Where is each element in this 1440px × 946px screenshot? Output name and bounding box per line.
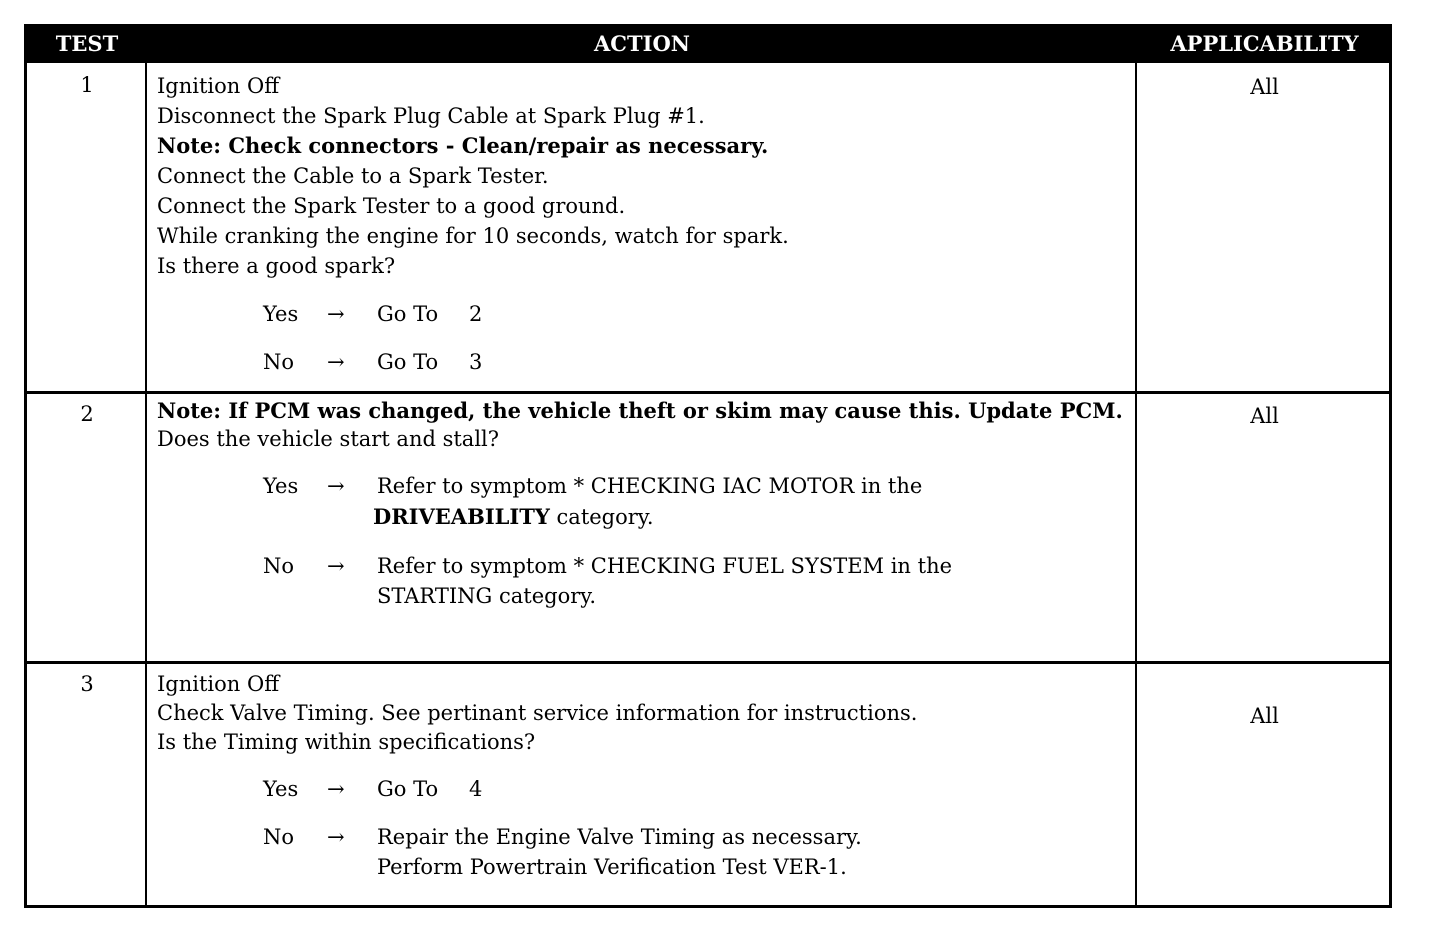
no-option [157, 347, 1132, 377]
step-text: Check Valve Timing. See pertinant service information for instructions. [157, 701, 918, 725]
step-text: Connect the Spark Tester to a good ground. [157, 194, 626, 218]
no-label: No [263, 350, 295, 374]
goto-target: 3 [469, 350, 483, 374]
no-action-text-cont: Perform Powertrain Verification Test VER-1. [377, 855, 847, 879]
header-action: ACTION [594, 31, 690, 56]
action-cell [157, 670, 1132, 883]
table-row [27, 65, 1389, 391]
no-action-text: Refer to symptom * CHECKING FUEL SYSTEM in the [377, 554, 953, 578]
arrow-right-icon: → [327, 302, 345, 326]
step-text: Ignition Off [157, 672, 280, 696]
arrow-right-icon: → [327, 350, 345, 374]
header-test: TEST [55, 31, 119, 56]
diagnostic-table [24, 24, 1392, 908]
table-row [27, 394, 1389, 661]
yes-option [157, 775, 1132, 805]
no-action-text: Repair the Engine Valve Timing as necessary. [377, 825, 862, 849]
table-header [27, 27, 1389, 63]
yes-action-text-cont [373, 502, 654, 532]
question-text: Is there a good spark? [157, 254, 396, 278]
note-text: Note: Check connectors - Clean/repair as necessary. [157, 133, 769, 158]
applicability-cell: All [1250, 75, 1279, 99]
test-number: 3 [80, 672, 94, 696]
no-label: No [263, 554, 295, 578]
goto-target: 2 [469, 302, 483, 326]
no-option [157, 552, 1132, 612]
arrow-right-icon: → [327, 777, 345, 801]
no-action-text-cont: STARTING category. [377, 584, 597, 608]
yes-label: Yes [263, 302, 299, 326]
applicability-cell: All [1250, 704, 1279, 728]
step-text: Disconnect the Spark Plug Cable at Spark Plug #1. [157, 104, 705, 128]
test-number: 2 [80, 402, 94, 426]
note-text: Note: If PCM was changed, the vehicle theft or skim may cause this. Update PCM. [157, 398, 1123, 423]
yes-option [157, 299, 1132, 329]
goto-target: 4 [469, 777, 483, 801]
goto-text: Go To [377, 302, 439, 326]
step-text: Ignition Off [157, 74, 280, 98]
category-name: DRIVEABILITY [373, 504, 550, 529]
header-applicability: APPLICABILITY [1170, 31, 1359, 56]
yes-action-text: Refer to symptom * CHECKING IAC MOTOR in the [377, 474, 923, 498]
question-text: Is the Timing within specifications? [157, 730, 536, 754]
test-number: 1 [80, 73, 94, 97]
yes-label: Yes [263, 474, 299, 498]
arrow-right-icon: → [327, 825, 345, 849]
yes-option [157, 472, 1132, 532]
step-text: Connect the Cable to a Spark Tester. [157, 164, 549, 188]
arrow-right-icon: → [327, 554, 345, 578]
goto-text: Go To [377, 777, 439, 801]
applicability-cell: All [1250, 404, 1279, 428]
no-label: No [263, 825, 295, 849]
table-row [27, 664, 1389, 905]
action-cell [157, 396, 1132, 612]
goto-text: Go To [377, 350, 439, 374]
no-option [157, 823, 1132, 883]
category-suffix: category. [549, 505, 654, 529]
step-text: While cranking the engine for 10 seconds, watch for spark. [157, 224, 789, 248]
arrow-right-icon: → [327, 474, 345, 498]
yes-label: Yes [263, 777, 299, 801]
question-text: Does the vehicle start and stall? [157, 427, 500, 451]
action-cell [157, 71, 1132, 377]
